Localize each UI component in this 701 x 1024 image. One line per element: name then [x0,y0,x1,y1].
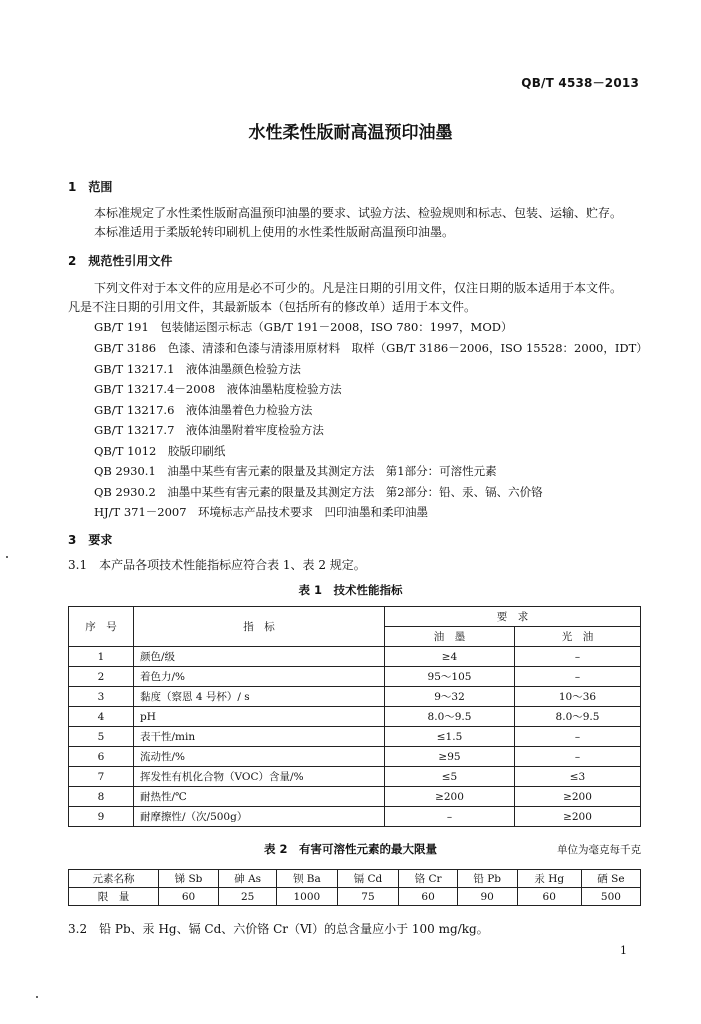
table-row [69,647,641,667]
table-row [69,687,641,707]
header-requirement: 要 求 [385,607,641,627]
reference-item: GB/T 13217.6 液体油墨着色力检验方法 [94,403,313,417]
cell-item: pH [134,707,385,727]
cell-item: 耐摩擦性/（次/500g） [134,807,385,827]
cell-item: 表干性/min [134,727,385,747]
cell-no: 2 [69,667,134,687]
section-1-paragraph-1: 本标准规定了水性柔性版耐高温预印油墨的要求、试验方法、检验规则和标志、包装、运输、贮存。 [94,206,623,220]
cell-limit: 60 [517,888,581,906]
cell-item: 挥发性有机化合物（VOC）含量/% [134,767,385,787]
reference-item: QB 2930.2 油墨中某些有害元素的限量及其测定方法 第2部分：铅、汞、镉、六价铬 [94,485,543,499]
cell-ink: 9～32 [385,687,515,707]
reference-item: QB 2930.1 油墨中某些有害元素的限量及其测定方法 第1部分：可溶性元素 [94,464,497,478]
cell-header: 钡 Ba [277,870,337,888]
cell-varnish: – [515,727,641,747]
cell-varnish: – [515,647,641,667]
section-1-heading: 1 范围 [68,180,113,194]
cell-limit: 60 [399,888,457,906]
cell-no: 5 [69,727,134,747]
cell-no: 7 [69,767,134,787]
cell-no: 9 [69,807,134,827]
reference-item: GB/T 13217.7 液体油墨附着牢度检验方法 [94,423,324,437]
cell-header: 硒 Se [581,870,640,888]
section-2-heading: 2 规范性引用文件 [68,254,173,268]
cell-header: 元素名称 [69,870,159,888]
cell-ink: ≤5 [385,767,515,787]
reference-item: QB/T 1012 胶版印刷纸 [94,444,226,458]
cell-no: 4 [69,707,134,727]
scan-speck [6,556,8,558]
cell-varnish: 8.0～9.5 [515,707,641,727]
harmful-elements-table [68,869,641,906]
table-2-caption: 表 2 有害可溶性元素的最大限量 [263,842,437,856]
table-row [69,747,641,767]
scan-speck [36,996,38,998]
cell-no: 1 [69,647,134,667]
cell-ink: ≤1.5 [385,727,515,747]
table-row [69,707,641,727]
cell-varnish: ≤3 [515,767,641,787]
header-seq: 序 号 [69,607,134,647]
cell-varnish: 10～36 [515,687,641,707]
cell-varnish: ≥200 [515,787,641,807]
table-row [69,807,641,827]
reference-item: GB/T 191 包装储运图示标志（GB/T 191－2008，ISO 780：1997，MOD） [94,320,513,334]
cell-header: 铬 Cr [399,870,457,888]
cell-limit: 60 [158,888,218,906]
reference-item: HJ/T 371－2007 环境标志产品技术要求 凹印油墨和柔印油墨 [94,505,429,519]
table-row [69,787,641,807]
table-1-caption: 表 1 技术性能指标 [298,583,403,597]
header-varnish: 光 油 [515,627,641,647]
technical-indicators-table [68,606,641,827]
cell-limit: 75 [337,888,399,906]
table-2-unit: 单位为毫克每千克 [557,844,641,856]
cell-no: 8 [69,787,134,807]
reference-item: GB/T 13217.1 液体油墨颜色检验方法 [94,362,301,376]
cell-limit: 25 [219,888,277,906]
section-1-paragraph-2: 本标准适用于柔版轮转印刷机上使用的水性柔性版耐高温预印油墨。 [94,225,455,239]
header-item: 指 标 [134,607,385,647]
cell-varnish: ≥200 [515,807,641,827]
standard-number: QB/T 4538－2013 [521,76,639,90]
cell-varnish: – [515,667,641,687]
cell-ink: – [385,807,515,827]
reference-item: GB/T 13217.4－2008 液体油墨粘度检验方法 [94,382,342,396]
section-3-heading: 3 要求 [68,533,113,547]
cell-header: 汞 Hg [517,870,581,888]
cell-item: 黏度（察恩 4 号杯）/ s [134,687,385,707]
cell-item: 着色力/% [134,667,385,687]
cell-no: 6 [69,747,134,767]
table-row [69,767,641,787]
table-row [69,888,641,906]
table-row [69,870,641,888]
cell-ink: 8.0～9.5 [385,707,515,727]
cell-limit: 90 [457,888,517,906]
cell-varnish: – [515,747,641,767]
cell-ink: ≥4 [385,647,515,667]
cell-no: 3 [69,687,134,707]
cell-header: 锑 Sb [158,870,218,888]
cell-item: 耐热性/℃ [134,787,385,807]
header-ink: 油 墨 [385,627,515,647]
cell-item: 颜色/级 [134,647,385,667]
section-2-intro-2: 凡是不注日期的引用文件，其最新版本（包括所有的修改单）适用于本文件。 [68,300,477,314]
cell-header: 镉 Cd [337,870,399,888]
cell-limit: 限 量 [69,888,159,906]
section-2-intro-1: 下列文件对于本文件的应用是必不可少的。凡是注日期的引用文件，仅注日期的版本适用于本文件。 [94,281,623,295]
cell-item: 流动性/% [134,747,385,767]
cell-ink: ≥95 [385,747,515,767]
reference-item: GB/T 3186 色漆、清漆和色漆与清漆用原材料 取样（GB/T 3186－2006，ISO 15528：2000，IDT） [94,341,648,355]
document-title: 水性柔性版耐高温预印油墨 [248,123,453,143]
clause-3-2: 3.2 铅 Pb、汞 Hg、镉 Cd、六价铬 Cr（Ⅵ）的总含量应小于 100 mg/kg。 [68,922,489,936]
table-row [69,667,641,687]
table-row [69,727,641,747]
clause-3-1: 3.1 本产品各项技术性能指标应符合表 1、表 2 规定。 [68,558,366,572]
cell-limit: 1000 [277,888,337,906]
page-number: 1 [620,944,627,957]
cell-ink: 95～105 [385,667,515,687]
cell-header: 砷 As [219,870,277,888]
cell-limit: 500 [581,888,640,906]
cell-header: 铅 Pb [457,870,517,888]
cell-ink: ≥200 [385,787,515,807]
